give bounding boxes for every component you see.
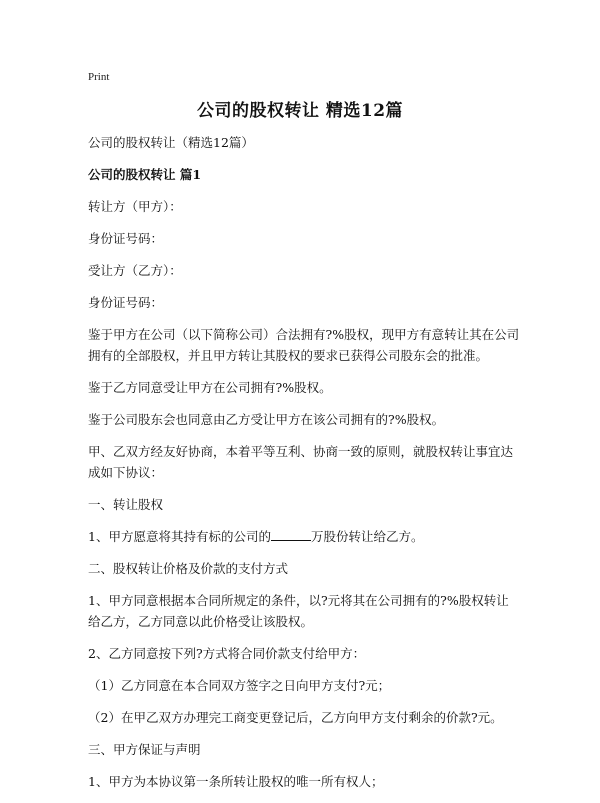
clause-1-prefix: 1、甲方愿意将其持有标的公司的 (88, 529, 271, 544)
blank-line (271, 528, 311, 541)
clause-price-2-item-1: （1）乙方同意在本合同双方签字之日向甲方支付?元； (88, 678, 391, 693)
clause-price-2-item-2: （2）在甲乙双方办理完工商变更登记后，乙方向甲方支付剩余的价款?元。 (88, 710, 503, 725)
clause-warranty-1: 1、甲方为本协议第一条所转让股权的唯一所有权人； (88, 774, 384, 789)
paragraph-recital-2: 鉴于乙方同意受让甲方在公司拥有?%股权。 (88, 380, 332, 395)
paragraph-recital-1: 鉴于甲方在公司（以下简称公司）合法拥有?%股权，现甲方有意转让其在公司拥有的全部股权，并且甲方转让其股权的要求已获得公司股东会的批准。 (88, 327, 520, 363)
paragraph-recital-3: 鉴于公司股东会也同意由乙方受让甲方在该公司拥有的?%股权。 (88, 412, 445, 427)
clause-price-2: 2、乙方同意按下列?方式将合同价款支付给甲方： (88, 646, 366, 661)
heading-price-payment: 二、股权转让价格及价款的支付方式 (88, 561, 289, 576)
paragraph-transferor-id: 身份证号码： (88, 231, 164, 246)
clause-1-suffix: 万股份转让给乙方。 (310, 529, 424, 544)
document-subtitle: 公司的股权转让（精选12篇） (88, 135, 254, 150)
section-title: 公司的股权转让 篇1 (88, 167, 202, 182)
heading-transfer-equity: 一、转让股权 (88, 497, 164, 512)
print-label[interactable]: Print (88, 71, 110, 83)
paragraph-transferor: 转让方（甲方）： (88, 199, 182, 214)
paragraph-transferee-id: 身份证号码： (88, 295, 164, 310)
clause-price-1: 1、甲方同意根据本合同所规定的条件，以?元将其在公司拥有的?%股权转让给乙方，乙方同意以此价格受让该股权。 (88, 593, 509, 629)
document-body (88, 132, 520, 803)
paragraph-agreement-intro: 甲、乙双方经友好协商，本着平等互利、协商一致的原则，就股权转让事宜达成如下协议： (88, 444, 514, 480)
document-title: 公司的股权转让 精选12篇 (196, 101, 404, 121)
clause-1 (88, 526, 520, 547)
heading-warranty: 三、甲方保证与声明 (88, 742, 201, 757)
paragraph-transferee: 受让方（乙方）： (88, 263, 182, 278)
